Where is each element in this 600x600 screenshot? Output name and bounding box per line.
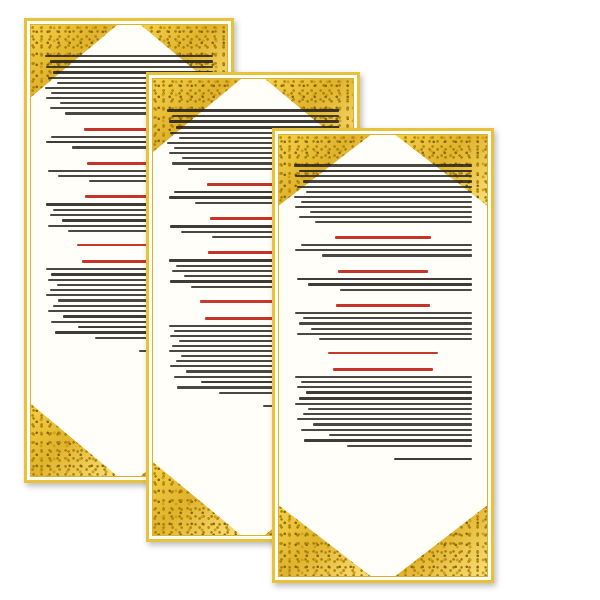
arabic-text-line bbox=[315, 221, 472, 223]
arabic-text-line bbox=[322, 254, 472, 256]
arabic-text-line bbox=[294, 196, 473, 198]
arabic-text-line bbox=[297, 278, 472, 281]
basmala-heading-line bbox=[333, 368, 433, 371]
arabic-text-line bbox=[50, 60, 214, 63]
card-heading-text bbox=[212, 52, 213, 53]
arabic-text-line bbox=[169, 120, 339, 123]
arabic-text-line bbox=[340, 289, 472, 291]
text-spacer bbox=[294, 450, 473, 455]
arabic-text-line bbox=[308, 283, 473, 286]
arabic-text-line bbox=[295, 376, 472, 378]
arabic-text-line bbox=[304, 439, 472, 442]
arabic-text-line bbox=[329, 434, 472, 436]
arabic-text-line bbox=[310, 211, 473, 213]
arabic-text-line bbox=[299, 322, 473, 324]
arabic-text-line bbox=[299, 216, 473, 218]
arabic-text-line bbox=[347, 445, 472, 447]
arabic-text-line bbox=[167, 109, 339, 112]
basmala-heading-line bbox=[335, 236, 432, 239]
arabic-text-line bbox=[46, 66, 213, 68]
arabic-text-line bbox=[303, 180, 473, 182]
arabic-text-line bbox=[301, 381, 473, 383]
arabic-text-line bbox=[45, 55, 214, 57]
arabic-text-line bbox=[295, 206, 472, 208]
arabic-text-line bbox=[301, 201, 473, 203]
basmala-heading-line bbox=[338, 270, 427, 273]
arabic-text-line bbox=[303, 317, 473, 319]
arabic-text-line bbox=[311, 328, 472, 330]
arabic-text-line bbox=[294, 164, 473, 166]
arabic-text-line bbox=[313, 423, 472, 425]
text-spacer bbox=[294, 260, 473, 265]
arabic-text-line bbox=[295, 403, 472, 405]
card-inner-panel bbox=[278, 134, 488, 577]
arabic-text-line bbox=[299, 170, 473, 173]
arabic-text-line bbox=[306, 191, 472, 193]
arabic-text-line bbox=[295, 175, 472, 177]
arabic-text-line bbox=[297, 386, 472, 388]
arabic-text-block bbox=[294, 161, 473, 554]
arabic-text-line bbox=[299, 397, 473, 400]
prayer-card-front-right[interactable] bbox=[272, 128, 494, 583]
arabic-text-line bbox=[295, 312, 472, 314]
card-red-phrase-text bbox=[338, 106, 339, 107]
arabic-text-line bbox=[303, 413, 473, 415]
red-phrase-line bbox=[328, 352, 439, 354]
arabic-text-line bbox=[308, 408, 473, 410]
text-spacer bbox=[294, 294, 473, 299]
card-footer-text bbox=[471, 161, 472, 162]
arabic-text-line bbox=[301, 429, 473, 431]
arabic-text-line bbox=[297, 418, 472, 420]
arabic-text-line bbox=[297, 186, 472, 188]
arabic-text-line bbox=[172, 115, 339, 117]
text-spacer bbox=[294, 226, 473, 231]
text-spacer bbox=[294, 358, 473, 363]
arabic-text-line bbox=[301, 244, 473, 246]
arabic-text-line bbox=[394, 458, 473, 461]
arabic-text-line bbox=[306, 391, 472, 394]
basmala-heading-line bbox=[336, 304, 429, 307]
text-spacer bbox=[294, 343, 473, 348]
arabic-text-line bbox=[295, 249, 472, 251]
arabic-text-line bbox=[297, 333, 472, 335]
arabic-text-line bbox=[319, 338, 473, 340]
